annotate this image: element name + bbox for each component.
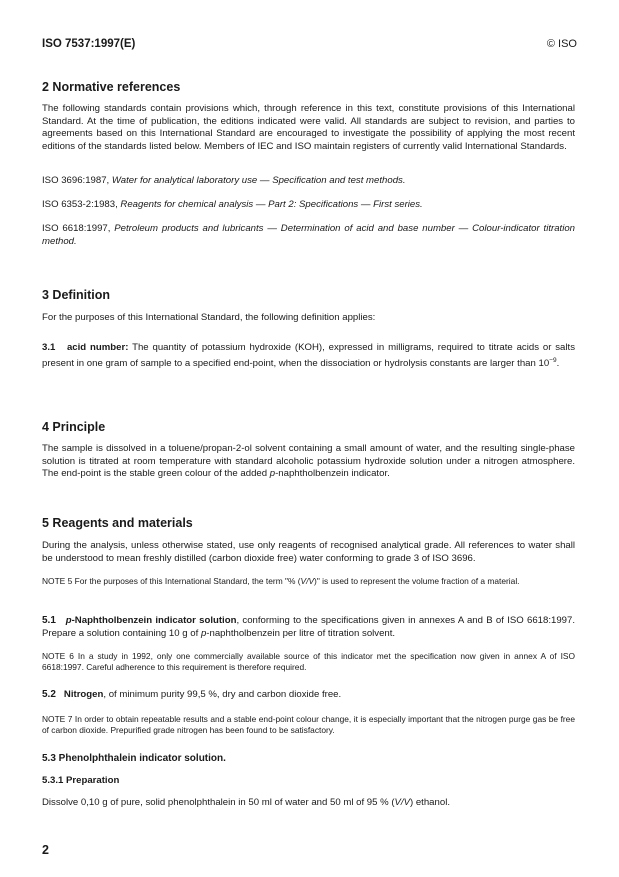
section-3-intro: For the purposes of this International Standard, the following definition applies: [42,312,376,323]
reference-iso-3696: ISO 3696:1987, Water for analytical laboratory use — Specification and test methods. [42,175,406,186]
section-4-heading: 4 Principle [42,420,106,434]
document-id: ISO 7537:1997(E) [42,38,136,50]
reference-iso-6353-2: ISO 6353-2:1983, Reagents for chemical analysis — Part 2: Specifications — First series. [42,199,423,210]
note-7: NOTE 7 In order to obtain repeatable results and a stable end-point colour change, it is especially important that the nitrogen purge gas be free of carbon dioxide. Prepurified grade nitrogen has been found to be satisfactory. [42,714,575,736]
section-5-intro: During the analysis, unless otherwise stated, use only reagents of recognised analytical grade. All references to water shall be understood to mean freshly distilled (carbon dioxide free) water conforming to grade 3 of ISO 3696. [42,540,575,564]
clause-5-1: 5.1 p-Naphtholbenzein indicator solution, conforming to the specifications given in annexes A and B of ISO 6618:1997. Prepare a solution containing 10 g of p-naphtholbenzein per litre of titration solvent. [42,615,576,639]
reference-iso-6618: ISO 6618:1997, Petroleum products and lubricants — Determination of acid and base number — Colour-indicator titration method. [42,223,576,247]
note-6: NOTE 6 In a study in 1992, only one commercially available source of this indicator met the specification now given in annex A of ISO 6618:1997. Careful adherence to this requirement is therefore required. [42,651,575,673]
clause-5-3-1-text: Dissolve 0,10 g of pure, solid phenolphthalein in 50 ml of water and 50 ml of 95 % (V/V) ethanol. [42,797,450,808]
section-5-heading: 5 Reagents and materials [42,516,193,530]
section-3-heading: 3 Definition [42,288,111,302]
clause-5-3-heading: 5.3 Phenolphthalein indicator solution. [42,753,226,764]
clause-5-3-1-heading: 5.3.1 Preparation [42,775,120,786]
section-2-heading: 2 Normative references [42,80,181,94]
page-number: 2 [42,843,49,857]
copyright-mark: © ISO [546,38,577,50]
principle-text: The sample is dissolved in a toluene/propan-2-ol solvent containing a small amount of water, and the resulting single-phase solution is titrated at room temperature with standard alcoholic potassium hydroxide solution under a nitrogen atmosphere. The end-point is the stable green colour of the added p-naphtholbenzein indicator. [42,443,575,480]
note-5: NOTE 5 For the purposes of this International Standard, the term "% (V/V)" is used to represent the volume fraction of a material. [42,576,520,586]
clause-5-2: 5.2 Nitrogen, of minimum purity 99,5 %, dry and carbon dioxide free. [42,689,342,700]
definition-acid-number: 3.1 acid number: The quantity of potassium hydroxide (KOH), expressed in milligrams, required to titrate acids or salts present in one gram of sample to a specified end-point, when the dissociation or hydrolysis constants are larger than $10^{-9}$. [42,342,575,369]
section-2-intro: The following standards contain provisions which, through reference in this text, constitute provisions of this International Standard. At the time of publication, the editions indicated were valid. All standards are subject to revision, and parties to agreements based on this International Standard are encouraged to investigate the possibility of applying the most recent editions of the standards listed below. Members of IEC and ISO maintain registers of currently valid International Standards. [42,103,575,152]
